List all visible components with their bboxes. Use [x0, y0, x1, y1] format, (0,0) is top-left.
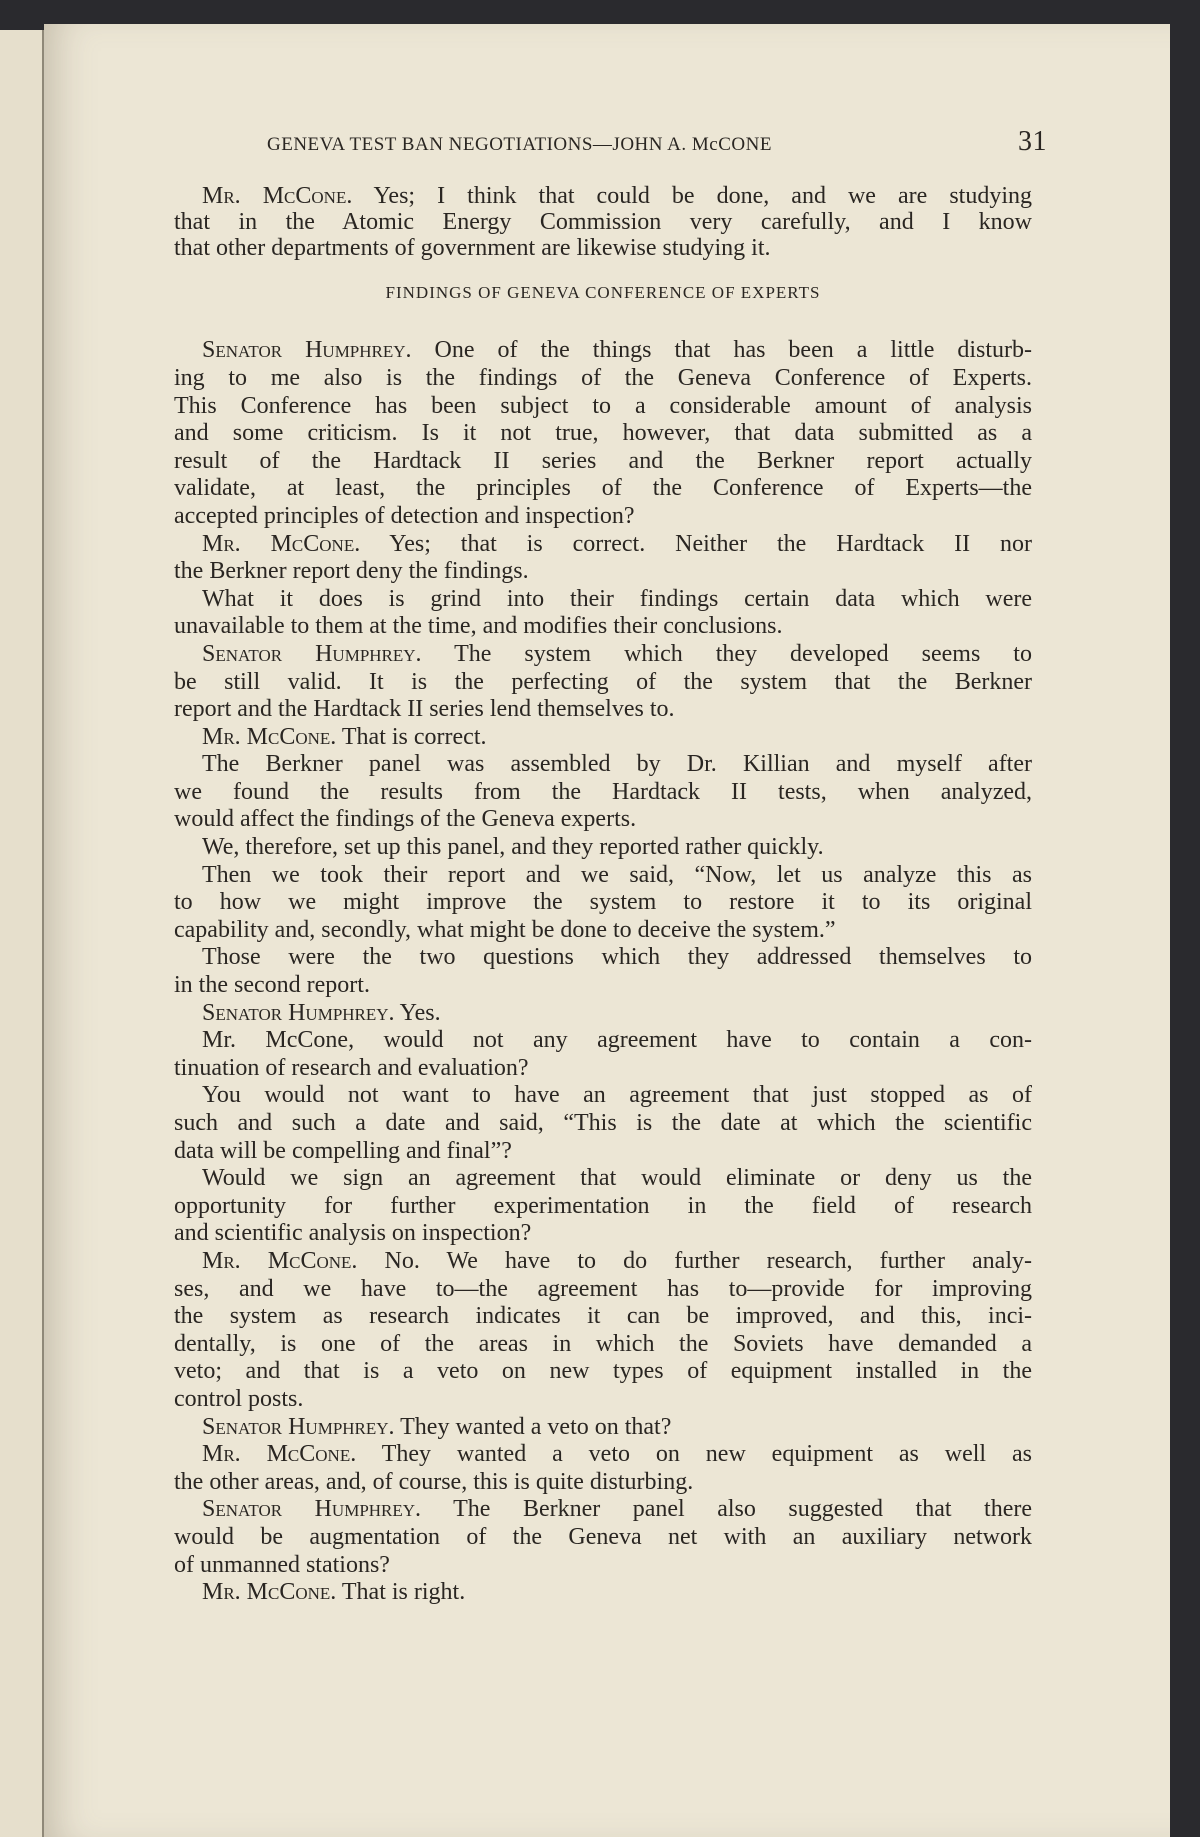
line-text: capability and, secondly, what might be done to deceive the system.”	[174, 916, 836, 943]
text-line	[174, 779, 1032, 807]
text-line	[174, 1138, 1032, 1166]
text-line	[174, 503, 1032, 531]
paragraph	[174, 1414, 1032, 1442]
running-header	[267, 126, 1047, 158]
speaker-name: Mr. McCone.	[202, 1247, 358, 1274]
line-text: we found the results from the Hardtack II tests, when analyzed,	[174, 778, 1032, 805]
paragraph	[174, 531, 1032, 586]
adjacent-page-edge	[0, 30, 44, 1837]
line-text: Would we sign an agreement that would eliminate or deny us the	[202, 1165, 1032, 1192]
speaker-name: Mr. McCone.	[202, 183, 353, 209]
text-line	[174, 420, 1032, 448]
paragraph	[174, 724, 1032, 752]
text-line	[174, 1386, 1032, 1414]
line-text: in the second report.	[174, 972, 370, 999]
text-line	[174, 1248, 1032, 1276]
speaker-name: Mr. McCone.	[202, 1441, 357, 1468]
speaker-name: Senator Humphrey.	[202, 999, 395, 1026]
text-line	[174, 1331, 1032, 1359]
line-text: Those were the two questions which they addressed themselves to	[202, 944, 1032, 971]
paragraph	[174, 834, 1032, 862]
line-text: Yes.	[399, 999, 441, 1026]
text-line	[174, 641, 1032, 669]
text-line	[174, 889, 1032, 917]
text-line	[174, 448, 1032, 476]
line-text: accepted principles of detection and inspection?	[174, 502, 635, 529]
paragraph	[174, 862, 1032, 945]
line-text: We, therefore, set up this panel, and they reported rather quickly.	[202, 834, 824, 861]
line-text: that other departments of government are likewise studying it.	[174, 234, 771, 261]
text-line	[174, 834, 1032, 862]
text-line	[174, 531, 1032, 559]
text-line	[174, 1469, 1032, 1497]
text-line	[174, 972, 1032, 1000]
line-text: the system as research indicates it can be improved, and this, inci-	[174, 1303, 1032, 1330]
text-line	[174, 1000, 1032, 1028]
section-heading: FINDINGS OF GENEVA CONFERENCE OF EXPERTS	[385, 283, 821, 303]
line-text: You would not want to have an agreement that just stopped as of	[202, 1082, 1032, 1109]
paragraph	[174, 944, 1032, 999]
line-text: such and such a date and said, “This is the date at which the scientific	[174, 1110, 1032, 1137]
text-line	[174, 1082, 1032, 1110]
text-line	[174, 1303, 1032, 1331]
text-line	[174, 210, 1032, 236]
text-line	[174, 1552, 1032, 1580]
speaker-name: Senator Humphrey.	[202, 1413, 395, 1440]
line-text: validate, at least, the principles of the Conference of Experts—the	[174, 475, 1032, 502]
text-line	[174, 1027, 1032, 1055]
text-line	[174, 558, 1032, 586]
line-text: the other areas, and, of course, this is quite disturbing.	[174, 1468, 694, 1495]
line-text: Then we took their report and we said, “Now, let us analyze this as	[202, 861, 1032, 888]
line-text: result of the Hardtack II series and the Berkner report actually	[174, 447, 1032, 474]
text-line	[174, 1220, 1032, 1248]
line-text: veto; and that is a veto on new types of equipment installed in the	[174, 1358, 1032, 1385]
paragraph	[174, 1165, 1032, 1248]
line-text: that in the Atomic Energy Commission very carefully, and I know	[174, 208, 1032, 235]
line-text: One of the things that has been a little disturb-	[434, 337, 1033, 364]
speaker-name: Senator Humphrey.	[202, 1496, 422, 1523]
paragraph	[174, 1000, 1032, 1028]
line-text: Yes; that is correct. Neither the Hardtack II nor	[389, 530, 1033, 557]
line-text: No. We have to do further research, further analy-	[384, 1247, 1032, 1274]
line-text: and some criticism. Is it not true, however, that data submitted as a	[174, 420, 1032, 447]
line-text: They wanted a veto on that?	[400, 1413, 672, 1440]
text-line	[174, 917, 1032, 945]
text-line	[174, 696, 1032, 724]
line-text: The Berkner panel also suggested that there	[453, 1496, 1032, 1523]
line-text: report and the Hardtack II series lend themselves to.	[174, 696, 675, 723]
text-line	[174, 1414, 1032, 1442]
paragraph	[174, 641, 1032, 724]
paragraph	[174, 1441, 1032, 1496]
line-text: would be augmentation of the Geneva net with an auxiliary network	[174, 1523, 1032, 1550]
line-text: unavailable to them at the time, and modifies their conclusions.	[174, 613, 783, 640]
line-text: opportunity for further experimentation in the field of research	[174, 1192, 1032, 1219]
paragraph	[174, 751, 1032, 834]
page-number: 31	[1018, 126, 1047, 157]
text-line	[174, 184, 1032, 210]
text-line	[174, 393, 1032, 421]
line-text: They wanted a veto on new equipment as well as	[381, 1441, 1032, 1468]
line-text: control posts.	[174, 1385, 304, 1412]
line-text: the Berkner report deny the findings.	[174, 558, 529, 585]
line-text: What it does is grind into their findings certain data which were	[202, 585, 1032, 612]
running-title: GENEVA TEST BAN NEGOTIATIONS—JOHN A. McCONE	[267, 134, 772, 155]
text-line	[174, 236, 1032, 262]
paragraph	[174, 1579, 1032, 1607]
text-line	[174, 1441, 1032, 1469]
line-text: and scientific analysis on inspection?	[174, 1220, 532, 1247]
line-text: data will be compelling and final”?	[174, 1137, 512, 1164]
speaker-name: Senator Humphrey.	[202, 640, 422, 667]
paragraph	[174, 1082, 1032, 1165]
text-line	[174, 1110, 1032, 1138]
text-line	[174, 669, 1032, 697]
text-line	[174, 475, 1032, 503]
text-line	[174, 1524, 1032, 1552]
paragraphs	[174, 337, 1032, 1606]
line-text: Mr. McCone, would not any agreement have to contain a con-	[202, 1027, 1032, 1054]
text-line	[174, 1193, 1032, 1221]
intro-paragraph	[174, 184, 1032, 261]
text-line	[174, 1358, 1032, 1386]
line-text: That is right.	[341, 1579, 466, 1606]
line-text: be still valid. It is the perfecting of the system that the Berkner	[174, 668, 1032, 695]
line-text: of unmanned stations?	[174, 1551, 390, 1578]
speaker-name: Senator Humphrey.	[202, 337, 412, 364]
paragraph	[174, 1248, 1032, 1414]
line-text: Yes; I think that could be done, and we are studying	[373, 183, 1033, 209]
text-line	[174, 337, 1032, 365]
speaker-name: Mr. McCone.	[202, 1579, 337, 1606]
line-text: This Conference has been subject to a considerable amount of analysis	[174, 392, 1032, 419]
line-text: That is correct.	[341, 723, 487, 750]
paragraph	[174, 337, 1032, 530]
line-text: to how we might improve the system to restore it to its original	[174, 889, 1032, 916]
paragraph	[174, 586, 1032, 641]
line-text: The system which they developed seems to	[454, 640, 1032, 667]
text-line	[174, 724, 1032, 752]
text-line	[174, 1055, 1032, 1083]
text-line	[174, 613, 1032, 641]
line-text: dentally, is one of the areas in which the Soviets have demanded a	[174, 1330, 1032, 1357]
text-line	[174, 1496, 1032, 1524]
text-line	[174, 1165, 1032, 1193]
text-line	[174, 944, 1032, 972]
line-text: tinuation of research and evaluation?	[174, 1054, 529, 1081]
text-line	[174, 365, 1032, 393]
paragraph	[174, 1496, 1032, 1579]
line-text: The Berkner panel was assembled by Dr. Killian and myself after	[202, 751, 1032, 778]
body-text	[174, 184, 1032, 1607]
line-text: ses, and we have to—the agreement has to—provide for improving	[174, 1275, 1032, 1302]
text-line	[174, 1579, 1032, 1607]
line-text: would affect the findings of the Geneva experts.	[174, 806, 637, 833]
speaker-name: Mr. McCone.	[202, 723, 337, 750]
text-line	[174, 1276, 1032, 1304]
speaker-name: Mr. McCone.	[202, 530, 361, 557]
line-text: ing to me also is the findings of the Geneva Conference of Experts.	[174, 364, 1032, 391]
paragraph	[174, 1027, 1032, 1082]
text-line	[174, 751, 1032, 779]
text-line	[174, 806, 1032, 834]
text-line	[174, 586, 1032, 614]
text-line	[174, 862, 1032, 890]
